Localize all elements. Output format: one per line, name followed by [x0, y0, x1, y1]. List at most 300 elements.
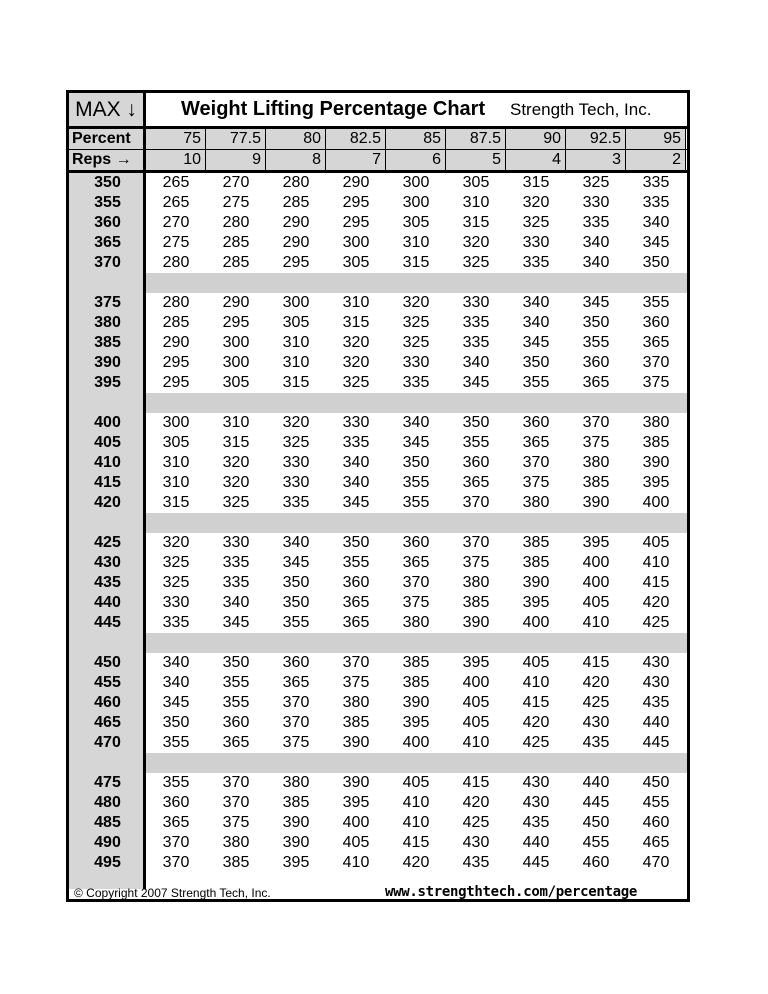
weight-cell: 405: [642, 534, 670, 551]
table-row: [69, 413, 687, 433]
percent-cell: 77.5: [206, 129, 266, 149]
weight-cell: 315: [402, 254, 430, 271]
weight-cell: 400: [522, 614, 550, 631]
weight-cell: 370: [222, 774, 250, 791]
weight-cell: 430: [642, 674, 670, 691]
weight-cell: 435: [462, 854, 490, 871]
max-cell: 495: [94, 854, 121, 871]
group-separator: [146, 513, 687, 533]
weight-cell: 370: [462, 534, 490, 551]
weight-cell: 300: [282, 294, 310, 311]
weight-cell: 385: [402, 654, 430, 671]
weight-cell: 330: [222, 534, 250, 551]
weight-cell: 300: [162, 414, 190, 431]
weight-cell: 415: [642, 574, 670, 591]
weight-cell: 340: [582, 234, 610, 251]
weight-cell: 335: [522, 254, 550, 271]
weight-cell: 350: [222, 654, 250, 671]
table-row: [69, 493, 687, 513]
weight-cell: 280: [282, 174, 310, 191]
weight-cell: 400: [582, 554, 610, 571]
weight-cell: 340: [522, 294, 550, 311]
max-cell: 355: [94, 194, 121, 211]
max-cell: 360: [94, 214, 121, 231]
table-row: [69, 733, 687, 753]
weight-cell: 415: [462, 774, 490, 791]
weight-cell: 315: [162, 494, 190, 511]
table-row: [69, 193, 687, 213]
weight-cell: 350: [282, 594, 310, 611]
weight-cell: 315: [342, 314, 370, 331]
weight-cell: 425: [522, 734, 550, 751]
weight-cell: 405: [342, 834, 370, 851]
weight-cell: 345: [582, 294, 610, 311]
weight-cell: 335: [642, 194, 670, 211]
weight-cell: 400: [642, 494, 670, 511]
weight-cell: 370: [282, 694, 310, 711]
weight-cell: 365: [642, 334, 670, 351]
weight-cell: 335: [402, 374, 430, 391]
reps-cell: 4: [506, 150, 566, 170]
weight-cell: 310: [342, 294, 370, 311]
weight-cell: 385: [462, 594, 490, 611]
percent-row: [69, 129, 687, 150]
weight-cell: 320: [162, 534, 190, 551]
weight-cell: 460: [642, 814, 670, 831]
weight-cell: 355: [162, 774, 190, 791]
weight-cell: 325: [222, 494, 250, 511]
weight-cell: 425: [642, 614, 670, 631]
weight-cell: 385: [522, 554, 550, 571]
weight-cell: 320: [282, 414, 310, 431]
reps-cell: 2: [626, 150, 686, 170]
weight-cell: 445: [522, 854, 550, 871]
weight-cell: 335: [282, 494, 310, 511]
max-cell: 405: [94, 434, 121, 451]
reps-cell: 9: [206, 150, 266, 170]
max-cell: 350: [94, 174, 121, 191]
weight-cell: 300: [402, 194, 430, 211]
weight-cell: 310: [282, 354, 310, 371]
weight-cell: 330: [282, 474, 310, 491]
weight-cell: 370: [642, 354, 670, 371]
weight-cell: 370: [162, 854, 190, 871]
weight-cell: 435: [642, 694, 670, 711]
max-cell: 385: [94, 334, 121, 351]
weight-cell: 295: [342, 194, 370, 211]
max-cell: 375: [94, 294, 121, 311]
weight-cell: 335: [462, 334, 490, 351]
weight-cell: 295: [282, 254, 310, 271]
table-row: [69, 293, 687, 313]
table-row: [69, 673, 687, 693]
weight-cell: 430: [642, 654, 670, 671]
weight-cell: 355: [222, 674, 250, 691]
weight-cell: 310: [282, 334, 310, 351]
weight-cell: 405: [582, 594, 610, 611]
table-row: [69, 613, 687, 633]
weight-cell: 375: [402, 594, 430, 611]
weight-cell: 395: [522, 594, 550, 611]
weight-cell: 420: [582, 674, 610, 691]
weight-cell: 295: [342, 214, 370, 231]
weight-cell: 320: [222, 474, 250, 491]
reps-cell: 8: [266, 150, 326, 170]
weight-cell: 400: [582, 574, 610, 591]
weight-cell: 320: [342, 354, 370, 371]
percent-cell: 95: [626, 129, 686, 149]
weight-cell: 355: [342, 554, 370, 571]
weight-cell: 365: [582, 374, 610, 391]
weight-cell: 465: [642, 834, 670, 851]
weight-cell: 415: [582, 654, 610, 671]
table-row: [69, 853, 687, 873]
weight-cell: 435: [522, 814, 550, 831]
max-cell: 410: [94, 454, 121, 471]
weight-cell: 315: [222, 434, 250, 451]
weight-cell: 310: [462, 194, 490, 211]
max-cell: 490: [94, 834, 121, 851]
weight-cell: 375: [282, 734, 310, 751]
max-cell: 430: [94, 554, 121, 571]
table-row: [69, 573, 687, 593]
weight-cell: 380: [402, 614, 430, 631]
max-cell: 440: [94, 594, 121, 611]
weight-cell: 350: [342, 534, 370, 551]
weight-cell: 345: [462, 374, 490, 391]
weight-cell: 435: [582, 734, 610, 751]
website-url: www.strengthtech.com/percentage: [385, 884, 637, 900]
weight-cell: 350: [642, 254, 670, 271]
weight-cell: 340: [522, 314, 550, 331]
table-row: [69, 813, 687, 833]
table-row: [69, 173, 687, 193]
weight-cell: 380: [642, 414, 670, 431]
weight-cell: 410: [402, 794, 430, 811]
table-row: [69, 433, 687, 453]
weight-cell: 365: [222, 734, 250, 751]
weight-cell: 320: [522, 194, 550, 211]
weight-cell: 325: [582, 174, 610, 191]
weight-cell: 390: [582, 494, 610, 511]
weight-cell: 400: [402, 734, 430, 751]
weight-cell: 460: [582, 854, 610, 871]
weight-cell: 315: [522, 174, 550, 191]
weight-cell: 355: [222, 694, 250, 711]
table-row: [69, 553, 687, 573]
max-cell: 415: [94, 474, 121, 491]
weight-cell: 355: [402, 474, 430, 491]
weight-cell: 315: [282, 374, 310, 391]
weight-cell: 325: [282, 434, 310, 451]
weight-cell: 395: [642, 474, 670, 491]
reps-cell: 6: [386, 150, 446, 170]
weight-cell: 445: [582, 794, 610, 811]
weight-cell: 430: [522, 794, 550, 811]
percent-cell: 82.5: [326, 129, 386, 149]
weight-cell: 405: [522, 654, 550, 671]
weight-cell: 355: [522, 374, 550, 391]
percent-cell: 85: [386, 129, 446, 149]
table-row: [69, 353, 687, 373]
table-row: [69, 713, 687, 733]
weight-cell: 320: [462, 234, 490, 251]
table-row: [69, 833, 687, 853]
weight-cell: 370: [222, 794, 250, 811]
weight-cell: 330: [462, 294, 490, 311]
table-row: [69, 213, 687, 233]
weight-cell: 420: [522, 714, 550, 731]
reps-cell: 7: [326, 150, 386, 170]
weight-cell: 360: [462, 454, 490, 471]
table-row: [69, 533, 687, 553]
weight-cell: 385: [342, 714, 370, 731]
weight-cell: 340: [402, 414, 430, 431]
max-cell: 465: [94, 714, 121, 731]
weight-cell: 285: [282, 194, 310, 211]
weight-cell: 400: [462, 674, 490, 691]
group-separator: [146, 393, 687, 413]
weight-cell: 365: [162, 814, 190, 831]
weight-cell: 355: [642, 294, 670, 311]
weight-cell: 340: [642, 214, 670, 231]
weight-cell: 385: [222, 854, 250, 871]
weight-cell: 370: [162, 834, 190, 851]
weight-cell: 360: [342, 574, 370, 591]
weight-cell: 365: [522, 434, 550, 451]
chart-footer: [69, 884, 687, 902]
weight-cell: 380: [462, 574, 490, 591]
weight-cell: 370: [462, 494, 490, 511]
weight-cell: 365: [342, 614, 370, 631]
table-row: [69, 253, 687, 273]
table-row: [69, 793, 687, 813]
chart-header: [69, 93, 687, 129]
weight-cell: 300: [222, 334, 250, 351]
table-row: [69, 453, 687, 473]
max-cell: 455: [94, 674, 121, 691]
weight-cell: 380: [342, 694, 370, 711]
weight-cell: 355: [162, 734, 190, 751]
max-cell: 460: [94, 694, 121, 711]
weight-cell: 340: [162, 674, 190, 691]
weight-cell: 330: [342, 414, 370, 431]
weight-cell: 305: [162, 434, 190, 451]
table-row: [69, 653, 687, 673]
weight-cell: 335: [162, 614, 190, 631]
weight-cell: 340: [582, 254, 610, 271]
group-separator: [146, 753, 687, 773]
weight-cell: 380: [222, 834, 250, 851]
reps-row: [69, 150, 687, 173]
weight-cell: 275: [222, 194, 250, 211]
weight-cell: 355: [282, 614, 310, 631]
weight-cell: 300: [222, 354, 250, 371]
max-cell: 365: [94, 234, 121, 251]
company-name: Strength Tech, Inc.: [510, 100, 652, 119]
weight-cell: 350: [462, 414, 490, 431]
weight-cell: 345: [342, 494, 370, 511]
weight-cell: 405: [462, 694, 490, 711]
weight-cell: 270: [162, 214, 190, 231]
weight-cell: 330: [162, 594, 190, 611]
weight-cell: 410: [402, 814, 430, 831]
weight-cell: 295: [222, 314, 250, 331]
weight-cell: 270: [222, 174, 250, 191]
weight-cell: 300: [402, 174, 430, 191]
weight-cell: 355: [402, 494, 430, 511]
weight-cell: 455: [642, 794, 670, 811]
weight-cell: 285: [222, 234, 250, 251]
max-cell: 395: [94, 374, 121, 391]
weight-cell: 300: [342, 234, 370, 251]
weight-cell: 385: [282, 794, 310, 811]
weight-cell: 320: [222, 454, 250, 471]
weight-cell: 390: [642, 454, 670, 471]
weight-cell: 360: [642, 314, 670, 331]
weight-cell: 445: [642, 734, 670, 751]
max-cell: 390: [94, 354, 121, 371]
weight-cell: 425: [462, 814, 490, 831]
max-cell: 420: [94, 494, 121, 511]
weight-cell: 325: [402, 334, 430, 351]
weight-cell: 370: [342, 654, 370, 671]
weight-cell: 280: [222, 214, 250, 231]
weight-cell: 350: [162, 714, 190, 731]
weight-cell: 390: [402, 694, 430, 711]
weight-cell: 390: [522, 574, 550, 591]
weight-cell: 380: [522, 494, 550, 511]
percentage-chart: [66, 90, 690, 902]
weight-cell: 385: [402, 674, 430, 691]
weight-cell: 340: [162, 654, 190, 671]
weight-cell: 405: [402, 774, 430, 791]
weight-cell: 280: [162, 254, 190, 271]
reps-label: Reps →: [69, 150, 146, 170]
weight-cell: 325: [162, 574, 190, 591]
weight-cell: 385: [642, 434, 670, 451]
weight-cell: 265: [162, 174, 190, 191]
weight-cell: 360: [402, 534, 430, 551]
weight-cell: 290: [222, 294, 250, 311]
max-cell: 370: [94, 254, 121, 271]
weight-cell: 275: [162, 234, 190, 251]
weight-cell: 390: [342, 774, 370, 791]
weight-cell: 330: [522, 234, 550, 251]
weight-cell: 375: [582, 434, 610, 451]
weight-cell: 330: [402, 354, 430, 371]
max-label: MAX ↓: [69, 93, 146, 126]
weight-cell: 305: [282, 314, 310, 331]
weight-cell: 310: [162, 474, 190, 491]
weight-cell: 280: [162, 294, 190, 311]
weight-cell: 265: [162, 194, 190, 211]
max-cell: 475: [94, 774, 121, 791]
weight-cell: 305: [402, 214, 430, 231]
weight-cell: 335: [222, 574, 250, 591]
percent-cell: 90: [506, 129, 566, 149]
weight-cell: 345: [222, 614, 250, 631]
weight-cell: 430: [462, 834, 490, 851]
weight-cell: 310: [162, 454, 190, 471]
weight-cell: 335: [582, 214, 610, 231]
weight-cell: 360: [282, 654, 310, 671]
weight-cell: 350: [522, 354, 550, 371]
weight-cell: 430: [582, 714, 610, 731]
max-cell: 435: [94, 574, 121, 591]
weight-cell: 405: [462, 714, 490, 731]
table-row: [69, 693, 687, 713]
percent-cell: 92.5: [566, 129, 626, 149]
weight-cell: 310: [402, 234, 430, 251]
max-cell: 380: [94, 314, 121, 331]
percent-label: Percent: [69, 129, 146, 149]
table-row: [69, 233, 687, 253]
weight-cell: 310: [222, 414, 250, 431]
weight-cell: 365: [282, 674, 310, 691]
weight-cell: 325: [162, 554, 190, 571]
weight-cell: 410: [522, 674, 550, 691]
weight-cell: 370: [402, 574, 430, 591]
weight-cell: 345: [282, 554, 310, 571]
weight-cell: 410: [462, 734, 490, 751]
weight-cell: 345: [642, 234, 670, 251]
weight-cell: 425: [582, 694, 610, 711]
max-cell: 425: [94, 534, 121, 551]
weight-cell: 375: [222, 814, 250, 831]
group-separator: [146, 273, 687, 293]
weight-cell: 365: [402, 554, 430, 571]
weight-cell: 285: [162, 314, 190, 331]
weight-cell: 340: [462, 354, 490, 371]
weight-cell: 315: [462, 214, 490, 231]
weight-cell: 305: [342, 254, 370, 271]
table-row: [69, 313, 687, 333]
weight-cell: 390: [282, 834, 310, 851]
table-row: [69, 373, 687, 393]
weight-cell: 380: [582, 454, 610, 471]
percent-cell: 75: [146, 129, 206, 149]
weight-cell: 345: [402, 434, 430, 451]
weight-cell: 295: [162, 374, 190, 391]
weight-cell: 395: [402, 714, 430, 731]
table-row: [69, 593, 687, 613]
weight-cell: 375: [642, 374, 670, 391]
max-cell: 485: [94, 814, 121, 831]
weight-cell: 360: [162, 794, 190, 811]
weight-cell: 335: [222, 554, 250, 571]
weight-cell: 320: [402, 294, 430, 311]
weight-cell: 400: [342, 814, 370, 831]
weight-cell: 440: [582, 774, 610, 791]
reps-cell: 3: [566, 150, 626, 170]
weight-cell: 365: [462, 474, 490, 491]
weight-cell: 340: [222, 594, 250, 611]
weight-cell: 350: [402, 454, 430, 471]
weight-cell: 440: [642, 714, 670, 731]
weight-cell: 340: [342, 454, 370, 471]
weight-cell: 370: [282, 714, 310, 731]
weight-cell: 410: [342, 854, 370, 871]
weight-cell: 395: [282, 854, 310, 871]
weight-cell: 350: [282, 574, 310, 591]
weight-cell: 335: [462, 314, 490, 331]
weight-cell: 420: [402, 854, 430, 871]
weight-cell: 330: [582, 194, 610, 211]
weight-cell: 375: [342, 674, 370, 691]
weight-cell: 355: [462, 434, 490, 451]
weight-cell: 285: [222, 254, 250, 271]
